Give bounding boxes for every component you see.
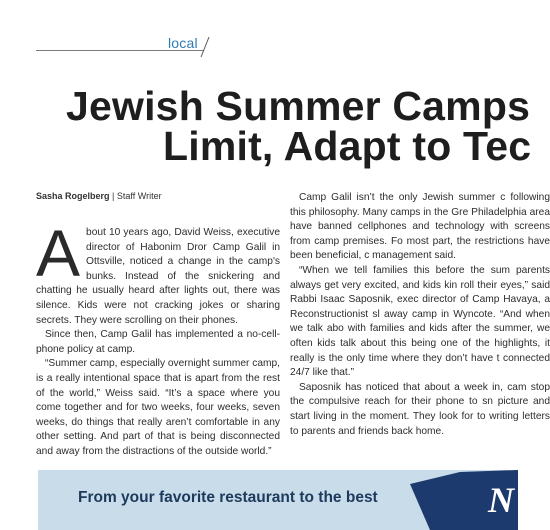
advertisement-banner[interactable]: [38, 470, 518, 530]
paragraph-text: bout 10 years ago, David Weiss, executive director of Habonim Dror Camp Galil in Ottsville, noticed a change in the camp's bunks. Instead of the snickering and chatting he usually heard after lights out, there was silence. Kids were not cracking jokes or sharing secrets. They were scrolling on their phones.: [36, 227, 280, 326]
section-tag[interactable]: local: [168, 35, 198, 51]
author-name[interactable]: Sasha Rogelberg: [36, 191, 110, 201]
paragraph: “Summer camp, especially overnight summer camp, is a really intentional space that is apart from the rest of the world,” Weiss said. “It’s a space where you come together and for two weeks, four weeks, seven weeks, do things that really aren’t comfortable in any other setting. And part of that is being disconnected and away from the distractions of the outside world.”: [36, 358, 280, 457]
headline-line-2: Limit, Adapt to Tec: [163, 123, 532, 169]
paragraph: [36, 216, 280, 328]
ad-badge-icon: [410, 470, 518, 530]
ad-headline-line-1: From your favorite restaurant to the best: [78, 489, 378, 506]
drop-cap: A: [36, 216, 81, 290]
article-column-2: [290, 191, 550, 439]
article-column-1: [36, 216, 280, 460]
ad-headline: [78, 488, 398, 507]
section-slash: [198, 35, 212, 59]
byline: [36, 191, 162, 201]
paragraph: Camp Galil isn’t the only Jewish summer c following this philosophy. Many camps in the Gre Philadelphia area have banned cellphones and technology with screens from camp premises. Fo most part, the restrictions have been beneficial, c management said.: [290, 192, 550, 262]
paragraph: Since then, Camp Galil has implemented a no-cell-phone policy at camp.: [36, 329, 280, 355]
author-role: Staff Writer: [116, 191, 162, 201]
ad-badge-letter: N: [488, 480, 514, 520]
paragraph: Saposnik has noticed that about a week in, cam stop the compulsive reach for their phone to sn picture and start living in the moment. They look for to writing letters to parents and friends back home.: [290, 381, 550, 437]
byline-separator: |: [112, 191, 115, 201]
headline-line-1: Jewish Summer Camps: [66, 83, 531, 129]
paragraph: “When we tell families this before the sum parents always get very excited, and kids kin roll their eyes,” said Rabbi Isaac Saposnik, exec director of Camp Havaya, a Reconstructionist sl away camp in Wyncote. “And when we talk abo with families and kids after the summer, we often kids talk about this being one of the highlights, it really is the only time where they don’t have t connected 24/7 like that.”: [290, 264, 550, 379]
